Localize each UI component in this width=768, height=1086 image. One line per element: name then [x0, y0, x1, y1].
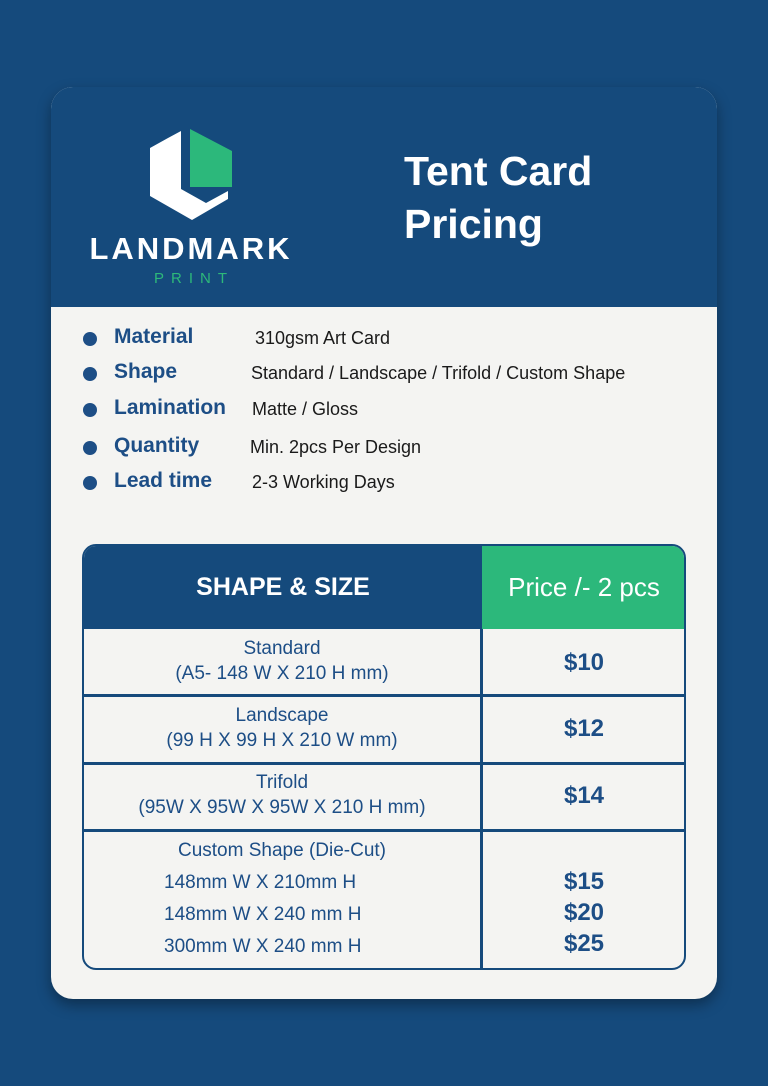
spec-item-lead-time	[81, 469, 701, 495]
spec-item-quantity	[81, 434, 701, 460]
page-title	[404, 145, 664, 251]
bullet-icon	[83, 332, 97, 346]
spec-label: Material	[114, 325, 194, 348]
spec-value: Standard / Landscape / Trifold / Custom Shape	[251, 363, 626, 383]
row-shape-name: Landscape	[235, 705, 329, 726]
spec-item-lamination	[81, 396, 701, 422]
table-row	[84, 765, 686, 832]
bullet-icon	[83, 441, 97, 455]
row-shape-size: (99 H X 99 H X 210 W mm)	[166, 730, 398, 751]
custom-size-option: 300mm W X 240 mm H	[164, 936, 362, 957]
title-line-1: Tent Card	[404, 148, 593, 194]
title-line-2: Pricing	[404, 201, 543, 247]
brand-subtitle: PRINT	[154, 270, 234, 287]
table-row-custom	[84, 832, 686, 970]
spec-item-shape	[81, 360, 701, 386]
spec-label: Lead time	[114, 469, 213, 492]
custom-price: $20	[563, 899, 605, 926]
bullet-icon	[83, 403, 97, 417]
pricing-table	[82, 544, 686, 970]
spec-item-material	[81, 325, 701, 351]
landmark-logo-icon	[146, 129, 238, 225]
spec-label: Shape	[114, 360, 178, 383]
spec-value: 310gsm Art Card	[255, 328, 391, 348]
custom-price: $15	[563, 868, 605, 895]
custom-shape-title: Custom Shape (Die-Cut)	[177, 840, 387, 861]
row-shape-size: (A5- 148 W X 210 H mm)	[175, 663, 389, 684]
row-shape-cell	[84, 636, 480, 686]
row-shape-size: (95W X 95W X 95W X 210 H mm)	[138, 797, 426, 818]
spec-label: Lamination	[114, 396, 227, 419]
pricing-card	[51, 87, 717, 999]
spec-value: Matte / Gloss	[252, 399, 359, 419]
spec-label: Quantity	[114, 434, 200, 457]
row-price: $14	[563, 782, 605, 809]
table-row	[84, 629, 686, 696]
custom-price: $25	[563, 930, 605, 957]
row-shape-cell	[84, 703, 480, 753]
row-shape-name: Standard	[243, 638, 321, 659]
row-price: $12	[563, 715, 605, 742]
table-header-shape-size: SHAPE & SIZE	[84, 546, 482, 629]
spec-value: Min. 2pcs Per Design	[250, 437, 422, 457]
custom-size-option: 148mm W X 240 mm H	[164, 904, 362, 925]
table-header-price: Price /- 2 pcs	[482, 546, 686, 629]
row-shape-name: Trifold	[255, 772, 309, 793]
card-header	[51, 87, 717, 307]
brand-name: LANDMARK	[89, 231, 293, 266]
spec-value: 2-3 Working Days	[252, 472, 395, 492]
bullet-icon	[83, 476, 97, 490]
bullet-icon	[83, 367, 97, 381]
row-price: $10	[563, 649, 605, 676]
table-row	[84, 697, 686, 764]
row-shape-cell	[84, 770, 480, 820]
custom-size-option: 148mm W X 210mm H	[164, 872, 357, 893]
